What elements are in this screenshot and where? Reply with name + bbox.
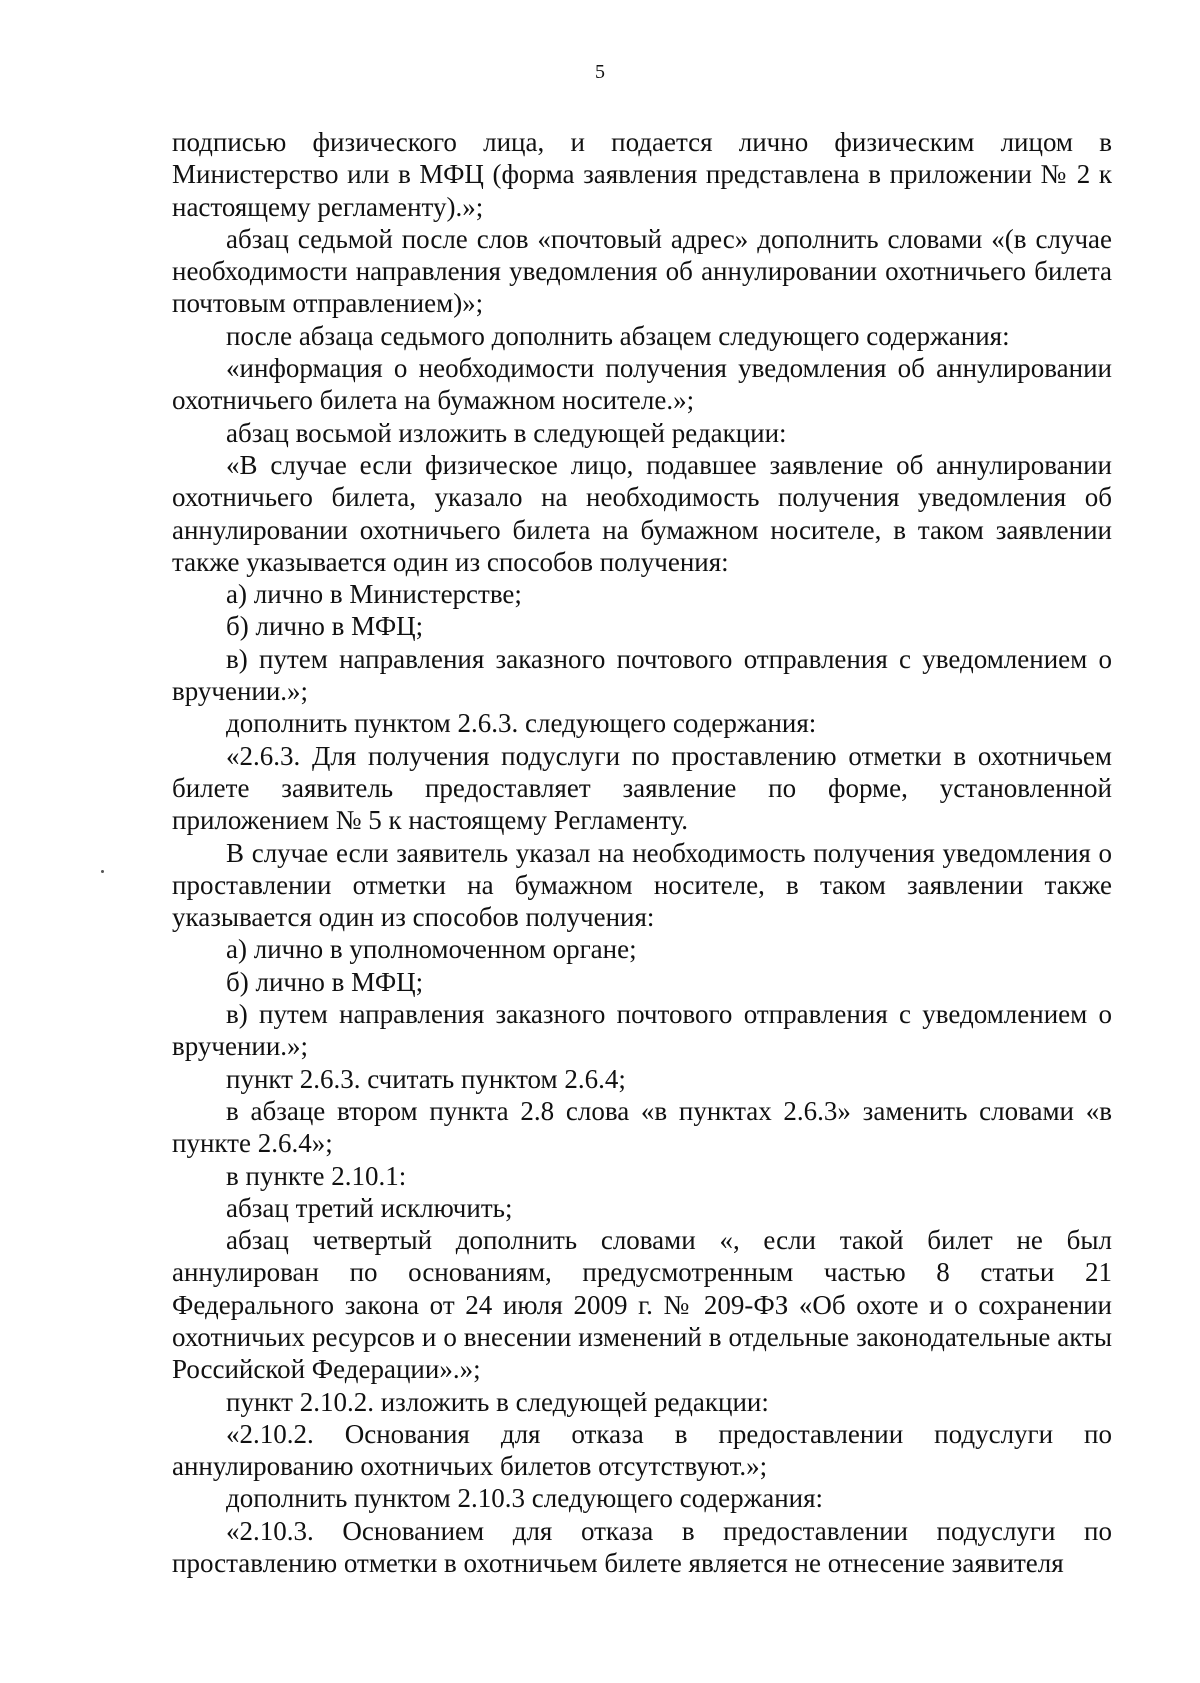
paragraph: пункт 2.10.2. изложить в следующей редакции: xyxy=(226,1386,769,1417)
paragraph: дополнить пунктом 2.6.3. следующего содержания: xyxy=(226,708,817,739)
paragraph-continuation: подписью физического лица, и подается лично физическим лицом в Министерство или в МФЦ (форма заявления представлена в приложении № 2 к настоящему регламенту).»; xyxy=(172,127,1112,222)
paragraph: В случае если заявитель указал на необходимость получения уведомления о проставлении отметки на бумажном носителе, в таком заявлении также указывается один из способов получения: xyxy=(172,837,1112,933)
scan-speck xyxy=(101,870,104,873)
paragraph: «2.6.3. Для получения подуслуги по проставлению отметки в охотничьем билете заявитель предоставляет заявление по форме, установленной приложением № 5 к настоящему Регламенту. xyxy=(172,740,1112,836)
paragraph: пункт 2.6.3. считать пунктом 2.6.4; xyxy=(226,1063,626,1094)
paragraph: в абзаце втором пункта 2.8 слова «в пунктах 2.6.3» заменить словами «в пункте 2.6.4»; xyxy=(172,1095,1112,1159)
document-body xyxy=(172,126,1112,1579)
page-number: 5 xyxy=(595,61,605,83)
list-item: в) путем направления заказного почтового отправления с уведомлением о вручении.»; xyxy=(172,643,1112,707)
paragraph: «информация о необходимости получения уведомления об аннулировании охотничьего билета на бумажном носителе.»; xyxy=(172,353,1112,416)
list-item: в) путем направления заказного почтового отправления с уведомлением о вручении.»; xyxy=(172,999,1112,1062)
paragraph: абзац восьмой изложить в следующей редакции: xyxy=(226,417,787,448)
paragraph: абзац четвертый дополнить словами «, если такой билет не был аннулирован по основаниям, предусмотренным частью 8 статьи 21 Федерального закона от 24 июля 2009 г. № 209-ФЗ «Об охоте и о сохранении охотничьих ресурсов и о внесении изменений в отдельные законодательные акты Российской Федерации».»; xyxy=(172,1225,1112,1385)
list-item: а) лично в Министерстве; xyxy=(226,579,522,610)
paragraph: «2.10.2. Основания для отказа в предоставлении подуслуги по аннулированию охотничьих билетов отсутствуют.»; xyxy=(172,1418,1112,1482)
paragraph: абзац седьмой после слов «почтовый адрес» дополнить словами «(в случае необходимости направления уведомления об аннулировании охотничьего билета почтовым отправлением)»; xyxy=(172,223,1112,319)
paragraph: «2.10.3. Основанием для отказа в предоставлении подуслуги по проставлению отметки в охотничьем билете является не отнесение заявителя xyxy=(172,1515,1112,1579)
list-item: б) лично в МФЦ; xyxy=(226,611,424,642)
paragraph: абзац третий исключить; xyxy=(226,1192,513,1223)
paragraph: «В случае если физическое лицо, подавшее заявление об аннулировании охотничьего билета, указало на необходимость получения уведомления об аннулировании охотничьего билета на бумажном носителе, в таком заявлении также указывается один из способов получения: xyxy=(172,449,1112,577)
paragraph: в пункте 2.10.1: xyxy=(226,1160,407,1191)
paragraph: после абзаца седьмого дополнить абзацем следующего содержания: xyxy=(226,320,1010,351)
list-item: б) лично в МФЦ; xyxy=(226,966,424,997)
list-item: а) лично в уполномоченном органе; xyxy=(226,934,637,965)
paragraph: дополнить пунктом 2.10.3 следующего содержания: xyxy=(226,1483,824,1514)
